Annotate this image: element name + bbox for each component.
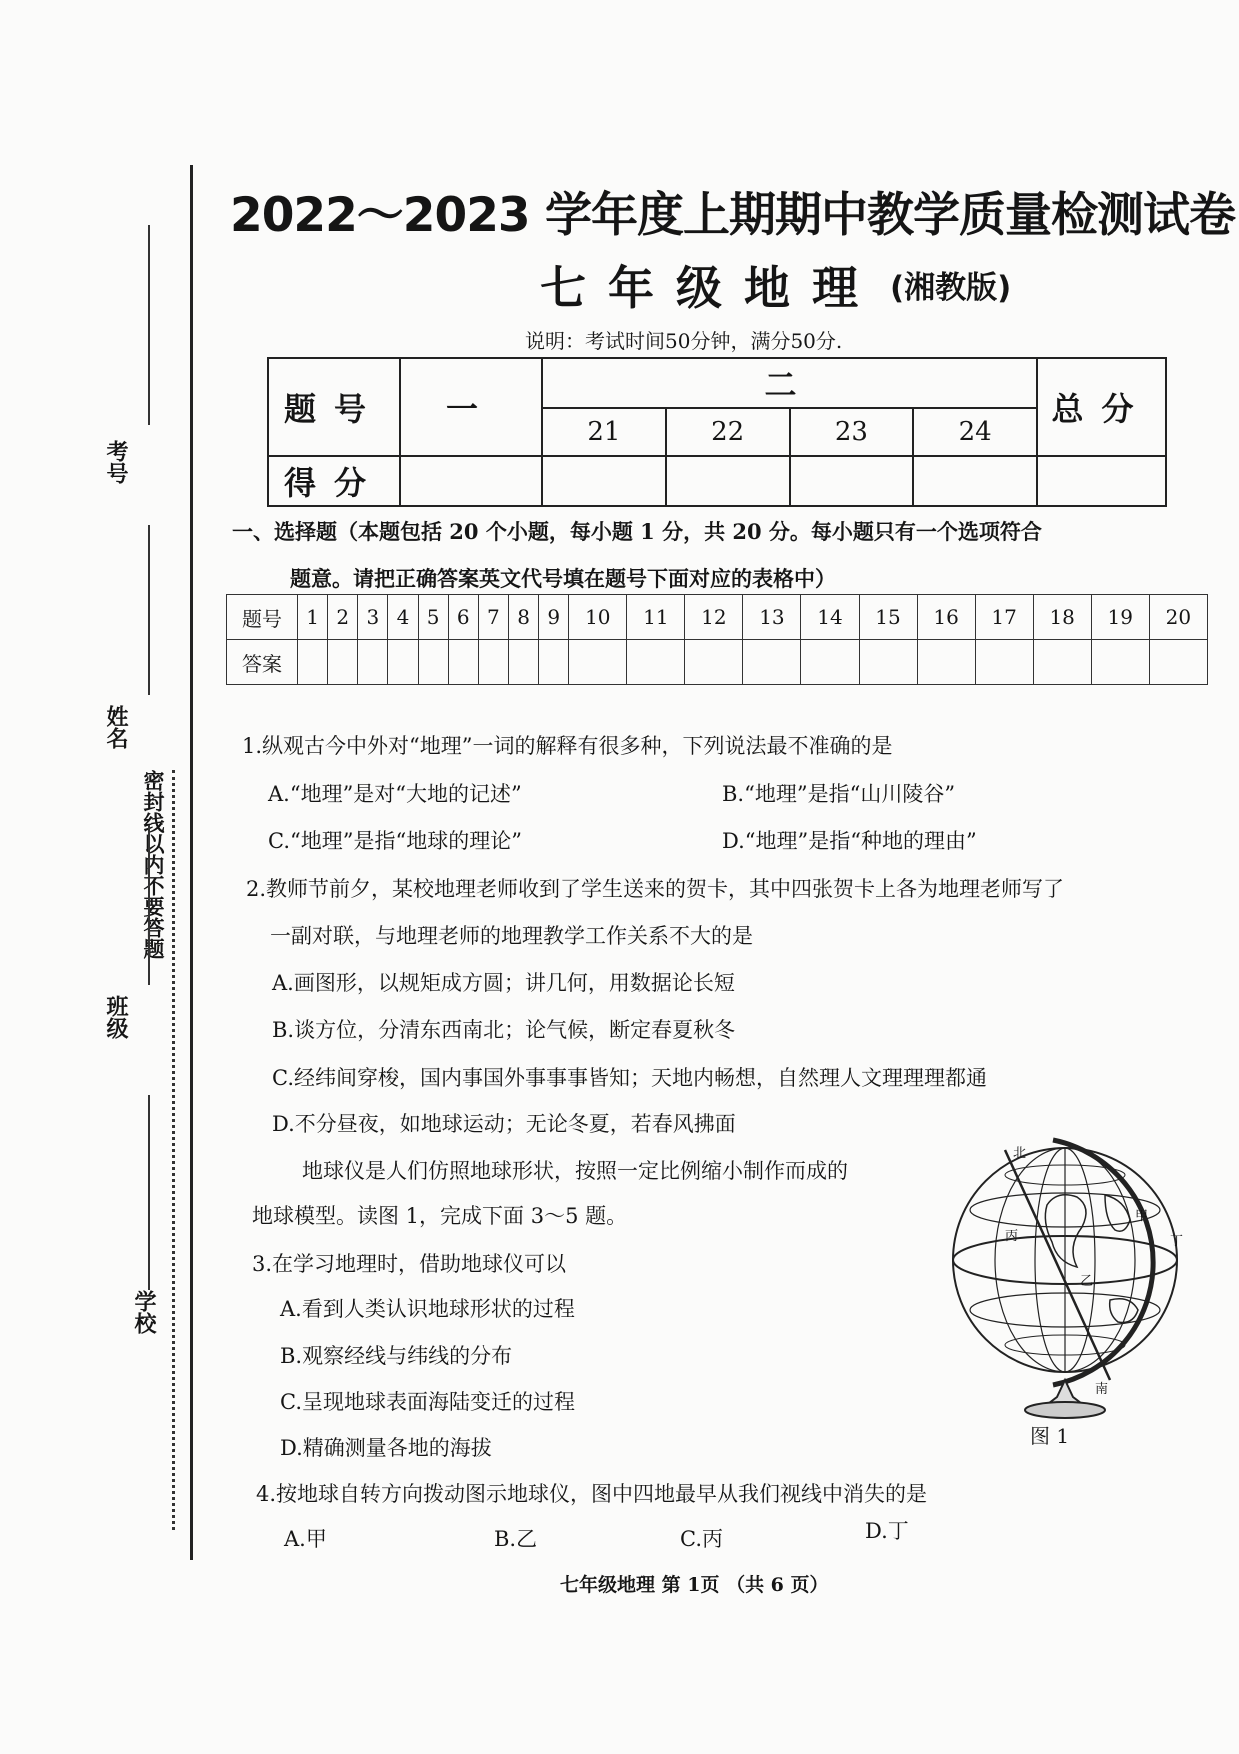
q3-option-c: C.呈现地球表面海陆变迁的过程: [280, 1390, 575, 1414]
answer-number-5: 5: [418, 595, 448, 640]
q4-option-a: A.甲: [284, 1527, 327, 1551]
exam-edition: (湘教版): [890, 270, 1012, 306]
globe-meridian-ring: [1053, 1140, 1153, 1385]
score-cell-part1[interactable]: [400, 456, 542, 506]
margin-border-line: [190, 165, 193, 1560]
class-label: 班级: [103, 995, 128, 1039]
score-row2-label: 得分: [268, 456, 400, 506]
answer-cell-1[interactable]: [298, 640, 328, 685]
score-cell-23[interactable]: [790, 456, 914, 506]
answer-number-8: 8: [508, 595, 538, 640]
q4-option-d: D.丁: [865, 1519, 909, 1543]
score-total: 总分: [1037, 358, 1166, 456]
answer-table: [226, 594, 1208, 685]
page-footer: 七年级地理 第 1页 （共 6 页）: [560, 1574, 829, 1596]
globe-label-jia: 甲: [1135, 1209, 1149, 1224]
q1-option-d: D.“地理”是指“种地的理由”: [722, 829, 977, 853]
answer-cell-20[interactable]: [1149, 640, 1207, 685]
exam-no-fill-line[interactable]: [148, 225, 150, 425]
globe-label-bing: 丙: [1005, 1229, 1019, 1244]
score-sub-24: 24: [913, 408, 1037, 456]
globe-base: [1025, 1402, 1105, 1418]
score-row1-label: 题号: [268, 358, 400, 456]
q2-option-b: B.谈方位，分清东西南北；论气候，断定春夏秋冬: [272, 1018, 736, 1042]
q3-option-b: B.观察经线与纬线的分布: [280, 1344, 513, 1368]
q2-option-d: D.不分昼夜，如地球运动；无论冬夏，若春风拂面: [272, 1112, 736, 1136]
answer-number-16: 16: [917, 595, 975, 640]
answer-cell-3[interactable]: [358, 640, 388, 685]
answer-number-1: 1: [298, 595, 328, 640]
exam-title: 2022～2023 学年度上期期中教学质量检测试卷: [230, 188, 1235, 243]
globe-label-yi: 乙: [1080, 1274, 1094, 1289]
q1-stem: 1.纵观古今中外对“地理”一词的解释有很多种，下列说法最不准确的是: [242, 734, 893, 758]
section1-line1: 一、选择题（本题包括 20 个小题，每小题 1 分，共 20 分。每小题只有一个选项符合: [232, 519, 1042, 544]
globe-label-south: 南: [1095, 1382, 1109, 1397]
answer-cell-17[interactable]: [975, 640, 1033, 685]
answer-cell-13[interactable]: [743, 640, 801, 685]
q4-option-c: C.丙: [680, 1527, 723, 1551]
q1-option-c: C.“地理”是指“地球的理论”: [268, 829, 522, 853]
q2-option-a: A.画图形，以规矩成方圆；讲几何，用数据论长短: [272, 971, 735, 995]
answer-cell-16[interactable]: [917, 640, 975, 685]
answer-number-19: 19: [1091, 595, 1149, 640]
answer-cell-7[interactable]: [478, 640, 508, 685]
answer-cell-15[interactable]: [859, 640, 917, 685]
answer-number-11: 11: [627, 595, 685, 640]
figure-caption: 图 1: [1030, 1424, 1070, 1448]
score-cell-22[interactable]: [666, 456, 790, 506]
answer-number-17: 17: [975, 595, 1033, 640]
answer-cell-5[interactable]: [418, 640, 448, 685]
globe-figure: [935, 1135, 1205, 1420]
q2-stem-line2: 一副对联，与地理老师的地理教学工作关系不大的是: [270, 924, 753, 948]
class-fill-line[interactable]: [148, 825, 150, 985]
answer-header-label: 题号: [227, 595, 298, 640]
answer-number-14: 14: [801, 595, 859, 640]
answer-cell-12[interactable]: [685, 640, 743, 685]
answer-number-20: 20: [1149, 595, 1207, 640]
q4-stem: 4.按地球自转方向拨动图示地球仪，图中四地最早从我们视线中消失的是: [256, 1482, 928, 1506]
score-table: [267, 357, 1167, 507]
q1-option-a: A.“地理”是对“大地的记述”: [268, 782, 522, 806]
score-sub-21: 21: [542, 408, 666, 456]
section1-line2: 题意。请把正确答案英文代号填在题号下面对应的表格中）: [290, 566, 836, 591]
score-cell-21[interactable]: [542, 456, 666, 506]
globe-label-north: 北: [1013, 1146, 1027, 1161]
school-label: 学校: [131, 1290, 156, 1334]
answer-number-10: 10: [569, 595, 627, 640]
answer-number-4: 4: [388, 595, 418, 640]
answer-number-12: 12: [685, 595, 743, 640]
answer-cell-11[interactable]: [627, 640, 685, 685]
score-part2: 二: [542, 358, 1037, 408]
score-cell-total[interactable]: [1037, 456, 1166, 506]
q3-stem: 3.在学习地理时，借助地球仪可以: [252, 1252, 567, 1276]
answer-cell-2[interactable]: [328, 640, 358, 685]
globe-label-ding: 丁: [1170, 1234, 1184, 1249]
intro-line1: 地球仪是人们仿照地球形状，按照一定比例缩小制作而成的: [302, 1159, 848, 1183]
score-sub-22: 22: [666, 408, 790, 456]
school-fill-line[interactable]: [148, 1095, 150, 1290]
seal-line-text: 密封线以内不要答题: [141, 770, 165, 959]
q3-option-a: A.看到人类认识地球形状的过程: [280, 1297, 575, 1321]
exam-subject: 七年级地理: [540, 261, 880, 315]
exam-note: 说明：考试时间50分钟，满分50分.: [525, 329, 843, 353]
answer-cell-8[interactable]: [508, 640, 538, 685]
answer-cell-4[interactable]: [388, 640, 418, 685]
answer-cell-9[interactable]: [539, 640, 569, 685]
answer-number-6: 6: [448, 595, 478, 640]
answer-cell-19[interactable]: [1091, 640, 1149, 685]
answer-number-7: 7: [478, 595, 508, 640]
score-cell-24[interactable]: [913, 456, 1037, 506]
score-part1: 一: [400, 358, 542, 456]
answer-cell-6[interactable]: [448, 640, 478, 685]
q1-option-b: B.“地理”是指“山川陵谷”: [722, 782, 956, 806]
q2-option-c: C.经纬间穿梭，国内事国外事事事皆知；天地内畅想，自然理人文理理理都通: [272, 1066, 987, 1090]
name-label: 姓名: [103, 705, 128, 749]
answer-row-label: 答案: [227, 640, 298, 685]
answer-cell-18[interactable]: [1033, 640, 1091, 685]
answer-cell-14[interactable]: [801, 640, 859, 685]
answer-number-18: 18: [1033, 595, 1091, 640]
answer-number-3: 3: [358, 595, 388, 640]
answer-number-2: 2: [328, 595, 358, 640]
score-sub-23: 23: [790, 408, 914, 456]
intro-line2: 地球模型。读图 1，完成下面 3～5 题。: [252, 1204, 628, 1228]
answer-number-13: 13: [743, 595, 801, 640]
answer-number-15: 15: [859, 595, 917, 640]
name-fill-line[interactable]: [148, 525, 150, 695]
globe-landmass: [1045, 1195, 1086, 1267]
q4-option-b: B.乙: [494, 1527, 538, 1551]
answer-number-9: 9: [539, 595, 569, 640]
seal-dotted-line: [172, 770, 175, 1530]
answer-cell-10[interactable]: [569, 640, 627, 685]
q2-stem-line1: 2.教师节前夕，某校地理老师收到了学生送来的贺卡，其中四张贺卡上各为地理老师写了: [246, 877, 1065, 901]
q3-option-d: D.精确测量各地的海拔: [280, 1436, 492, 1460]
exam-no-label: 考号: [103, 440, 128, 484]
